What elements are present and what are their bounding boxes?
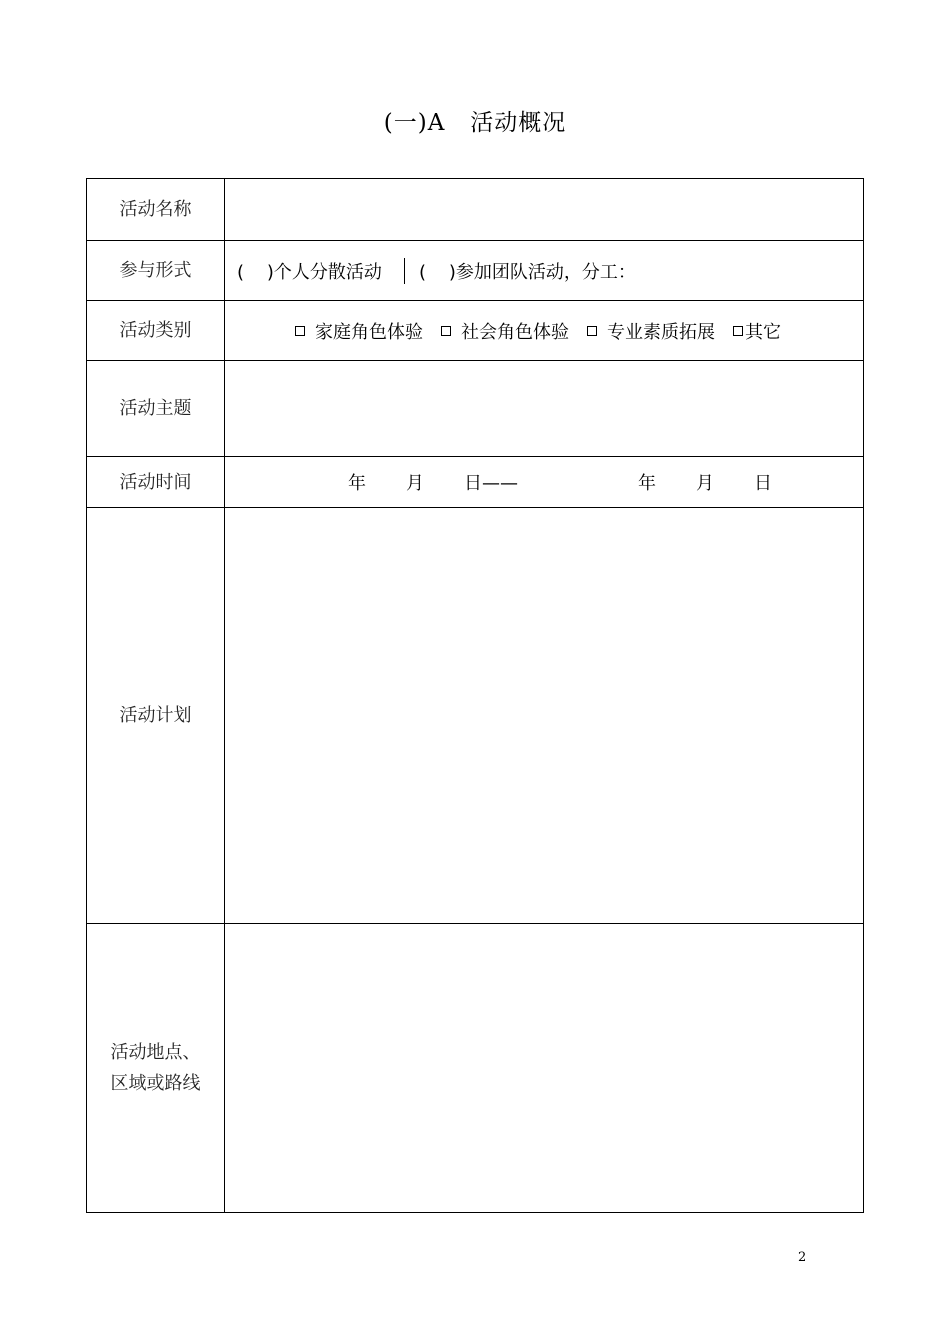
start-month-label: 月 xyxy=(406,473,424,494)
field-activity-name[interactable] xyxy=(225,179,864,241)
field-participation-form xyxy=(225,241,864,301)
label-activity-time: 活动时间 xyxy=(87,457,225,508)
checkbox-icon[interactable] xyxy=(441,326,451,336)
field-activity-theme[interactable] xyxy=(225,361,864,457)
row-activity-category xyxy=(87,301,864,361)
field-activity-category xyxy=(225,301,864,361)
field-activity-plan[interactable] xyxy=(225,508,864,924)
activity-overview-table xyxy=(86,178,864,1213)
label-location-line1: 活动地点、 xyxy=(110,1042,201,1063)
row-activity-theme xyxy=(87,361,864,457)
start-year-label: 年 xyxy=(348,473,366,494)
row-activity-name xyxy=(87,179,864,241)
checkbox-icon[interactable] xyxy=(587,326,597,336)
category-option-other[interactable]: 其它 xyxy=(733,318,781,344)
row-activity-location xyxy=(87,924,864,1213)
option-individual-activity[interactable]: ( )个人分散活动 xyxy=(225,258,405,284)
field-activity-location[interactable] xyxy=(225,924,864,1213)
category-option-social[interactable]: 社会角色体验 xyxy=(441,318,569,344)
page-title: (一)A 活动概况 xyxy=(383,110,567,136)
label-activity-category: 活动类别 xyxy=(87,301,225,361)
row-activity-time xyxy=(87,457,864,508)
label-activity-plan: 活动计划 xyxy=(87,508,225,924)
end-year-label: 年 xyxy=(638,473,656,494)
end-day-label: 日 xyxy=(754,473,772,494)
category-option-family[interactable]: 家庭角色体验 xyxy=(295,318,423,344)
label-activity-theme: 活动主题 xyxy=(87,361,225,457)
checkbox-icon[interactable] xyxy=(295,326,305,336)
category-option-professional[interactable]: 专业素质拓展 xyxy=(587,318,715,344)
option-team-activity[interactable]: ( )参加团队活动，分工： xyxy=(419,261,636,283)
field-activity-time[interactable] xyxy=(225,457,864,508)
row-activity-plan xyxy=(87,508,864,924)
label-activity-name: 活动名称 xyxy=(87,179,225,241)
start-day-label: 日—— xyxy=(464,473,518,494)
checkbox-icon[interactable] xyxy=(733,326,743,336)
end-month-label: 月 xyxy=(696,473,714,494)
label-participation-form: 参与形式 xyxy=(87,241,225,301)
page-number: 2 xyxy=(798,1250,807,1265)
row-participation-form xyxy=(87,241,864,301)
label-activity-location xyxy=(87,924,225,1213)
label-location-line2: 区域或路线 xyxy=(110,1073,201,1094)
